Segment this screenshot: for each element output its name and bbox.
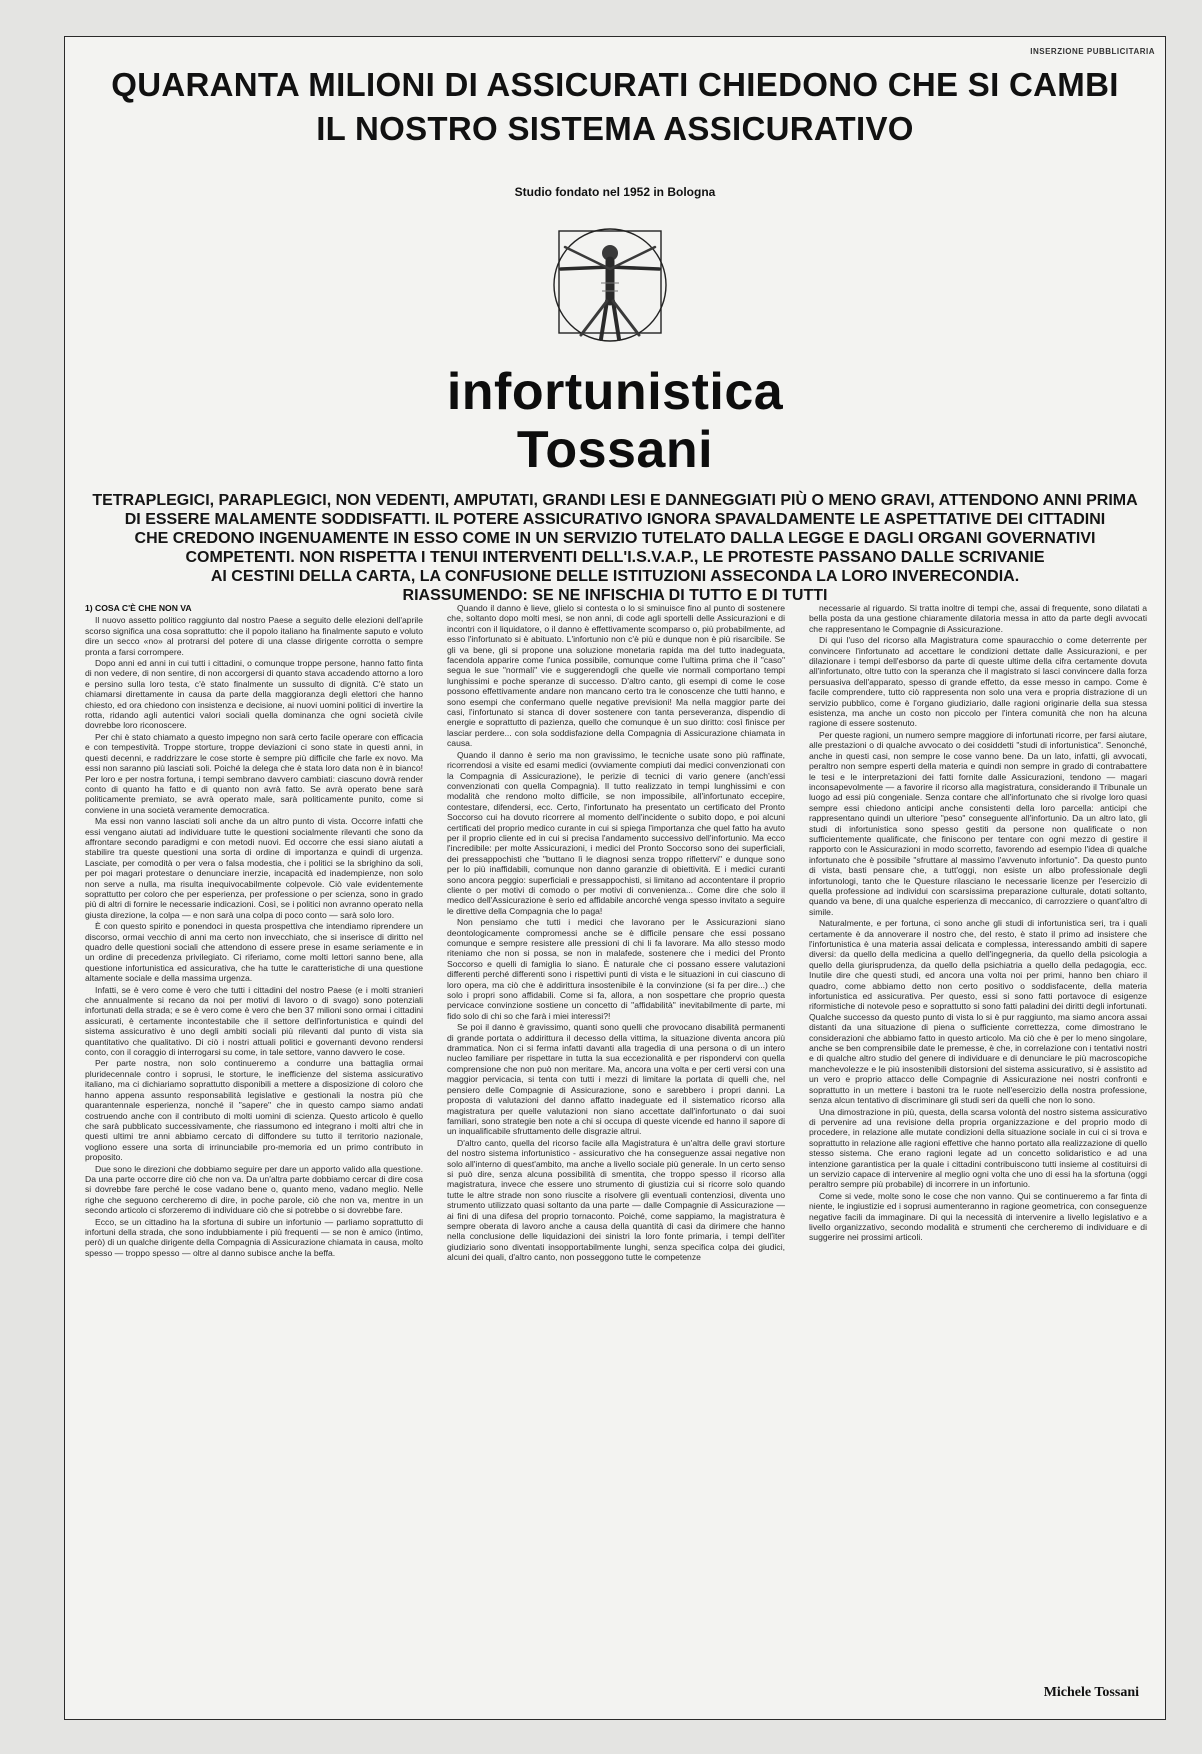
paragraph: Di qui l'uso del ricorso alla Magistratura come spauracchio o come deterrente per convincere l'infortunato ad accettare le condizioni dettate dalle Assicurazioni, e per dilazionare i tempi dell'esborso da parte di queste ultime della cifra certamente dovuta all'infortunato, oltre tutto con la speranza che il magistrato si lasci convincere dalla forza persuasiva dell'apparato, spesso di grande effetto, da esse messo in campo. Come è facile comprendere, tutto ciò rappresenta non solo una vera e propria distrazione di un servizio pubblico, come è l'organo giudiziario, dalle ragioni originarie della sua stessa esistenza, ma anche un costo non piccolo per l'intera comunità che non ha alcuna ragione di essere sostenuto. (809, 635, 1147, 729)
paragraph: Per queste ragioni, un numero sempre maggiore di infortunati ricorre, per farsi aiutare, alle prestazioni o di qualche avvocato o dei cosiddetti "studi di infortunistica". Senonché, anche in questi casi, non sempre le cose vanno bene. Da un lato, infatti, gli avvocati, peraltro non sempre esperti della materia e quindi non sempre in grado di contrabattere le tesi e le interpretazioni dei fatti fornite dalle Assicurazioni, tendono — magari inconsapevolmente — a favorire il ricorso alla magistratura, considerando il Tribunale un luogo ad essi più congeniale. Senza contare che all'infortunato che si rivolge loro quasi sempre essi chiedono anticipi anche consistenti della loro parcella: anticipi che rappresentano quindi un ulteriore "peso" conseguente all'infortunio. Da un altro lato, gli studi di infortunistica sono spesso gestiti da persone non qualificate o non sufficientemente qualificate, che finiscono per tentare con ogni mezzo di gestire il rapporto con le Assicurazioni in modo scorretto, favorendo ad esempio l'idea di qualche infortunato che è possibile "sfruttare al massimo l'avvenuto infortunio". Da questo punto di vista, basti pensare che, a tutt'oggi, non esiste un albo professionale degli infortunologi, tanto che le Questure rilasciano le necessarie licenze per l'esercizio di quella professione ad individui con scarsissima preparazione culturale, dotati soltanto, quando va bene, di una qualche esperienza di meccanico, di carrozziere o quant'altro di simile. (809, 729, 1147, 917)
brand-line-2: Tossani (516, 421, 714, 479)
paragraph: Per chi è stato chiamato a questo impegno non sarà certo facile operare con efficacia e con tempestività. Troppe storture, troppe deviazioni ci sono state in questi anni, in questi decenni, e raddrizzare le cose storte è sempre più difficile che farle ex novo. Ma essi non saranno più lasciati soli. Poiché la delega che è stata loro data non è in bianco! Per loro e per nostra fortuna, i tempi sembrano davvero cambiati: ciascuno dovrà render conto di quanto ha fatto e di quanto non avrà fatto. Se avrà operato bene sarà politicamente premiato, se avrà operato male, sarà politicamente punito, come si conviene in una società veramente democratica. (85, 731, 423, 815)
manifesto-line: DI ESSERE MALAMENTE SODDISFATTI. IL POTERE ASSICURATIVO IGNORA SPAVALDAMENTE LE ASPETTATIVE DEI CITTADINI (124, 511, 1106, 528)
paragraph: È con questo spirito e ponendoci in questa prospettiva che intendiamo riprendere un discorso, ormai vecchio di anni ma certo non invecchiato, che si inserisce di diritto nel quadro delle questioni sociali che attendono di essere prese in esame seriamente e in un ordine di precedenza privilegiato. Ci riferiamo, come molti lettori sanno bene, alla questione infortunistica ed assicurativa, che ha tutte le caratteristiche di una questione altamente sociale e della massima urgenza. (85, 921, 423, 984)
author-signature: Michele Tossani (1043, 1685, 1139, 1700)
paragraph: Quando il danno è lieve, glielo si contesta o lo si sminuisce fino al punto di sostenere che, soltanto dopo molti mesi, se non anni, di code agli sportelli delle Assicurazioni e di incontri con il liquidatore, o il danno è effettivamente scomparso o, più probabilmente, ad esso l'infortunato si è abituato. L'infortunio non c'è più e dunque non è più risarcibile. Se gli va bene, gli si propone una soluzione monetaria rapida ma del tutto inadeguata, facendola apparire come l'unica possibile, comunque come l'ultima prima che il "caso" segua le sue "normali" vie e suggerendogli che quelle vie normali comportano tempi lunghissimi e poche speranze di successo. D'altro canto, gli esempi di come le cose possono effettivamente andare non mancano certo tra le conoscenze che tutti hanno, e sono esempi che confermano quelle negative previsioni! Ma nella maggior parte dei casi, l'infortunato si stanca di dover sostenere con tanta perseveranza, dispendio di energie e soprattutto di pazienza, quello che comunque è un suo diritto: così finisce per lasciar perdere... con sola soddisfazione della Compagnia di Assicurazione chiamata in causa. (447, 603, 785, 749)
section-heading: 1) COSA C'È CHE NON VA (85, 603, 192, 613)
manifesto-line: TETRAPLEGICI, PARAPLEGICI, NON VEDENTI, AMPUTATI, GRANDI LESI E DANNEGGIATI PIÙ O MENO GRAVI, ATTENDONO ANNI PRIMA (92, 492, 1138, 509)
article-columns (85, 603, 1147, 1683)
article-column-1 (85, 603, 423, 1683)
paragraph: Non pensiamo che tutti i medici che lavorano per le Assicurazioni siano deontologicamente compromessi anche se è difficile pensare che essi possano comunque e sempre resistere alle pressioni di chi li fa lavorare. Ma allo stesso modo riteniamo che non si possa, se non in malafede, sostenere che i medici del Pronto Soccorso e quelli di famiglia lo siano. È naturale che ci possano essere valutazioni differenti perché differenti sono i rispettivi punti di vista e le situazioni in cui ciascuno di loro opera, ma ciò che è addirittura insostenibile è la convinzione (si fa per dire...) che solo i propri sono affidabili. Come si fa, allora, a non sospettare che proprio questa pervicace convinzione sostiene un concetto di "affidabilità" inevitabilmente di parte, mi fido solo di chi so che farà i miei interessi?! (447, 917, 785, 1021)
paragraph: Il nuovo assetto politico raggiunto dal nostro Paese a seguito delle elezioni dell'aprile scorso significa una cosa soprattutto: che il popolo italiano ha finalmente saputo e voluto dire un secco «no» al protrarsi del potere di una classe dirigente corrotta o sempre pronta a farsi corrompere. (85, 615, 423, 657)
manifesto-line: RIASSUMENDO: SE NE INFISCHIA DI TUTTO E DI TUTTI (402, 587, 828, 604)
manifesto (65, 491, 1165, 605)
headline-line-2: IL NOSTRO SISTEMA ASSICURATIVO (316, 110, 914, 147)
paragraph: Dopo anni ed anni in cui tutti i cittadini, o comunque troppe persone, hanno fatto finta di non vedere, di non sentire, di non accorgersi di quanto stava accadendo attorno a loro e persino sulla loro testa, c'è stato finalmente un sussulto di dignità. C'è stato un chiamarsi direttamente in causa da parte della maggioranza degli elettori che hanno chiesto, ed ora chiedono con insistenza e decisione, ai nuovi uomini politici di invertire la rotta, ridando agli autentici valori sociali quella dominanza che ogni società civile dovrebbe loro riconoscere. (85, 658, 423, 731)
paragraph: Ecco, se un cittadino ha la sfortuna di subire un infortunio — parliamo soprattutto di infortuni della strada, che sono indubbiamente i più frequenti — se non è amico (intimo, però) di un qualche dirigente della Compagnia di Assicurazione chiamata in causa, molto spesso — troppo spesso — oltre al danno subisce anche la beffa. (85, 1216, 423, 1258)
advertisement-page (64, 36, 1166, 1720)
article-column-3 (809, 603, 1147, 1683)
headline (65, 63, 1165, 151)
brand-name (65, 363, 1165, 479)
paragraph: Come si vede, molte sono le cose che non vanno. Qui se continueremo a far finta di niente, le ingiustizie ed i soprusi aumenteranno in ragione geometrica, con conseguenze negative facili da immaginare. Di qui la necessità di intervenire a livello legislativo e a livello organizzativo, secondo modalità e strumenti che cercheremo di individuare e di suggerire nei prossimi articoli. (809, 1190, 1147, 1243)
paragraph: Infatti, se è vero come è vero che tutti i cittadini del nostro Paese (e i molti stranieri che annualmente si recano da noi per motivi di lavoro o di svago) sono potenziali infortunati della strada; e se è vero come è vero che ben 37 milioni sono ormai i cittadini assicurati, è certamente incontestabile che il settore dell'infortunistica e quindi del sistema assicurativo è uno degli ambiti sociali più rilevanti dal punto di vista sia quantitativo che qualitativo. Di ciò i nostri attuali politici e governanti devono rendersi conto, con il coraggio di interrogarsi su come, in tale settore, vanno davvero le cose. (85, 984, 423, 1058)
subhead: Studio fondato nel 1952 in Bologna (514, 185, 716, 199)
manifesto-line: COMPETENTI. NON RISPETTA I TENUI INTERVENTI DELL'I.S.V.A.P., LE PROTESTE PASSANO DALLE SCRIVANIE (185, 549, 1045, 566)
paragraph: Se poi il danno è gravissimo, quanti sono quelli che provocano disabilità permanenti di grande portata o addirittura il decesso della vittima, la situazione diventa ancora più drammatica. Non ci si ferma infatti davanti alla tragedia di una persona o di un intero nucleo familiare per rispettare in tutta la sua eccezionalità e per rispondervi con quella comprensione che non può non meritare. Ma, ancora una volta e per certi versi con una maggior pervicacia, si tenta con tutti i mezzi di limitare la portata di quelli che, nel pensiero delle Compagnie di Assicurazione, sono e sarebbero i propri danni. La proposta di valutazioni del danno affatto inadeguate ed il sistematico ricorso alla magistratura per quelle valutazioni non siano accettate dall'infortunato o dai suoi familiari, sono strategie ben note a chi si occupa di queste vicende ed hanno il sapore di un inqualificabile sfruttamento delle disgrazie altrui. (447, 1022, 785, 1137)
manifesto-line: AI CESTINI DELLA CARTA, LA CONFUSIONE DELLE ISTITUZIONI ASSECONDA LA LORO INVERECONDIA. (210, 568, 1020, 585)
paragraph: Quando il danno è serio ma non gravissimo, le tecniche usate sono più raffinate, ricorrendosi a visite ed esami medici (ovviamente compiuti dai medici convenzionati con la Compagnia di Assicurazione), le perizie di tecnici di vario genere (anch'essi convenzionati con quella Compagnia). Il tutto realizzato in tempi lunghissimi e con modalità che rendono molto difficile, se non impossibile, all'infortunato eccepire, contestare, difendersi, ecc. Certo, l'infortunato ha presentato un certificato del Pronto Soccorso cui ha dovuto ricorrere al momento dell'incidente o subito dopo, e poi alcuni certificati del proprio medico curante in cui si spiega l'importanza che quel fatto ha avuto per il proprio cliente ed in cui si precisa l'andamento successivo dell'infortunio. Ma ecco l'incredibile: per molte Assicurazioni, i medici del Pronto Soccorso sono dei superficiali, dei pressappochisti che "buttano lì le diagnosi senza troppo riflettervi" e dunque sono per lo più inaffidabili, comunque non danno garanzie di obiettività. E i medici curanti sono ancora peggio: superficiali e pressappochisti, si limitano ad accontentare il proprio cliente o per motivi di comodo o per motivi di convenienza... Come dire che solo il medico dell'Assicurazione è serio ed affidabile ancorché venga spesso invitato a seguire le direttive della Compagnia che lo paga! (447, 749, 785, 916)
paragraph: necessarie al riguardo. Si tratta inoltre di tempi che, assai di frequente, sono dilatati a bella posta da una gestione chiaramente dilatoria messa in atto da parte degli avvocati che rappresentano le Compagnie di Assicurazione. (809, 603, 1147, 634)
paragraph: D'altro canto, quella del ricorso facile alla Magistratura è un'altra delle gravi storture del nostro sistema infortunistico - assicurativo che ha conseguenze assai negative non solo all'interno di quest'ambito, ma anche a livello sociale più generale. In un certo senso si può dire, senza alcuna possibilità di smentita, che troppo spesso il ricorso alla magistratura, invece che essere uno strumento di giustizia cui si ricorre solo quando tutte le altre strade non sono riuscite a risolvere gli eventuali contenziosi, diventa uno strumento utilizzato quasi soltanto da una parte — dalle Compagnie di Assicurazione — ai fini di una difesa del proprio tornaconto. Poiché, come sappiamo, la magistratura è sempre oberata di lavoro anche a causa della quantità di casi da dirimere che hanno nella conclusione delle liquidazioni dei sinistri la loro fonte primaria, i tempi dell'iter giudiziario sono diventati insopportabilmente lunghi, senza specifica colpa dei giudici, alcuni dei quali, d'altro canto, non posseggono tutte le competenze (447, 1137, 785, 1263)
paragraph: Per parte nostra, non solo continueremo a condurre una battaglia ormai pluridecennale contro i soprusi, le storture, le inefficienze del sistema assicurativo italiano, ma ci dichiariamo soprattutto disponibili a mettere a disposizione di coloro che hanno appena assunto responsabilità legislative e gestionali la nostra più che quarantennale esperienza, nonché il "sapere" che in questo campo siamo andati costruendo anche con il contributo di molti uomini di scienza. Questo articolo è quello che sarà pubblicato successivamente, che riassumono ed integrano i molti altri che in questi ultimi tre anni abbiamo cercato di diffondere su tutto il territorio nazionale, vogliono essere una sorta di irrinunciabile pro-memoria ed un primo contributo in proposito. (85, 1058, 423, 1163)
article-column-2 (447, 603, 785, 1683)
manifesto-line: CHE CREDONO INGENUAMENTE IN ESSO COME IN UN SERVIZIO TUTELATO DALLA LEGGE E DAGLI ORGANI GOVERNATIVI (134, 530, 1096, 547)
vitruvian-man-icon (545, 223, 675, 355)
headline-line-1: QUARANTA MILIONI DI ASSICURATI CHIEDONO CHE SI CAMBI (111, 66, 1119, 103)
paragraph: Naturalmente, e per fortuna, ci sono anche gli studi di infortunistica seri, tra i quali certamente è da annoverare il nostro che, del resto, è stato il primo ad insistere che l'infortunistica è una materia assai delicata e complessa, interessando ambiti di sapere diversi: da quello della medicina a quello dell'ingegneria, da quello della psicologia a quello della giurisprudenza, da quello della psichiatria a quello della pedagogia, ecc. Inutile dire che questi studi, ed ancora una volta noi per primi, hanno ben chiaro il quadro, come abbiamo detto non certo positivo o soddisfacente, della materia infortunistica ed assicurativa. Per questo, essi si sono fatti portavoce di esigenze riformistiche di notevole peso e soprattutto si sono fatti paladini dei diritti degli infortunati. Qualche successo da questo punto di vista lo si è pur raggiunto, ma siamo ancora assai distanti da una situazione di piena o sufficiente correttezza, come dimostrano le considerazioni che abbiamo fatto in questo articolo. Ma ciò che è per lo meno singolare, anche se ben comprensibile date le premesse, è che, in correlazione con i tentativi nostri e di qualche altro studio del genere di individuare e di denunciare le più macroscopiche manchevolezze e le più insostenibili distorsioni del sistema assicurativo, si è assistito ad un vero e proprio attacco delle Compagnie di Assicurazione nei nostri confronti e soprattutto in un mettere i bastoni tra le ruote nell'esercizio della nostra professione, senza alcun tentativo di discriminare gli studi seri da quelli che non lo sono. (809, 918, 1147, 1106)
paragraph: Due sono le direzioni che dobbiamo seguire per dare un apporto valido alla questione. Da una parte occorre dire ciò che non va. Da un'altra parte dobbiamo cercar di dire cosa si dovrebbe fare perché le cose vadano bene o, quanto meno, vadano meglio. Nelle righe che seguono cercheremo di dire, in poche parole, ciò che non va, mentre in un secondo articolo ci sforzeremo di individuare ciò che si potrebbe o si dovrebbe fare. (85, 1163, 423, 1216)
advertisement-tag: INSERZIONE PUBBLICITARIA (1030, 47, 1155, 56)
paragraph: Ma essi non vanno lasciati soli anche da un altro punto di vista. Occorre infatti che essi vengano aiutati ad individuare tutte le questioni socialmente rilevanti che sono da affrontare secondo paradigmi e con metodi nuovi. Ed occorre che essi siano aiutati a stabilire tra queste questioni una sorta di ordine di importanza e quindi di urgenza. Lasciate, per comodità o per vera o falsa modestia, che i politici se la sbrighino da soli, per poi magari protestare o denunciare inerzie, incapacità ed inadempienze, non solo non serve a nulla, ma risulta inequivocabilmente colpevole. Ciò vale evidentemente soprattutto per coloro che per esperienza, per professione o per scienza, sono in grado più di altri di fornire le necessarie indicazioni. Così, se i politici non avranno operato nella giusta direzione, la colpa — e non sarà una colpa di poco conto — sarà solo loro. (85, 816, 423, 920)
paragraph: Una dimostrazione in più, questa, della scarsa volontà del nostro sistema assicurativo di pervenire ad una revisione della propria organizzazione e del proprio modo di procedere, in relazione alle mutate condizioni della situazione sociale in cui ci si trova e soprattutto in relazione alle ragioni effettive che hanno portato alla realizzazione di quello stesso sistema. Che erano ragioni legate ad un concetto solidaristico e ad una intenzione garantistica per la quale i cittadini contribuiscono tutti insieme al costituirsi di un servizio capace di intervenire al meglio ogni volta che uno di essi ha la sfortuna (oggi peraltro sempre più probabile) di incorrere in un infortunio. (809, 1106, 1147, 1190)
brand-line-1: infortunistica (446, 363, 784, 421)
